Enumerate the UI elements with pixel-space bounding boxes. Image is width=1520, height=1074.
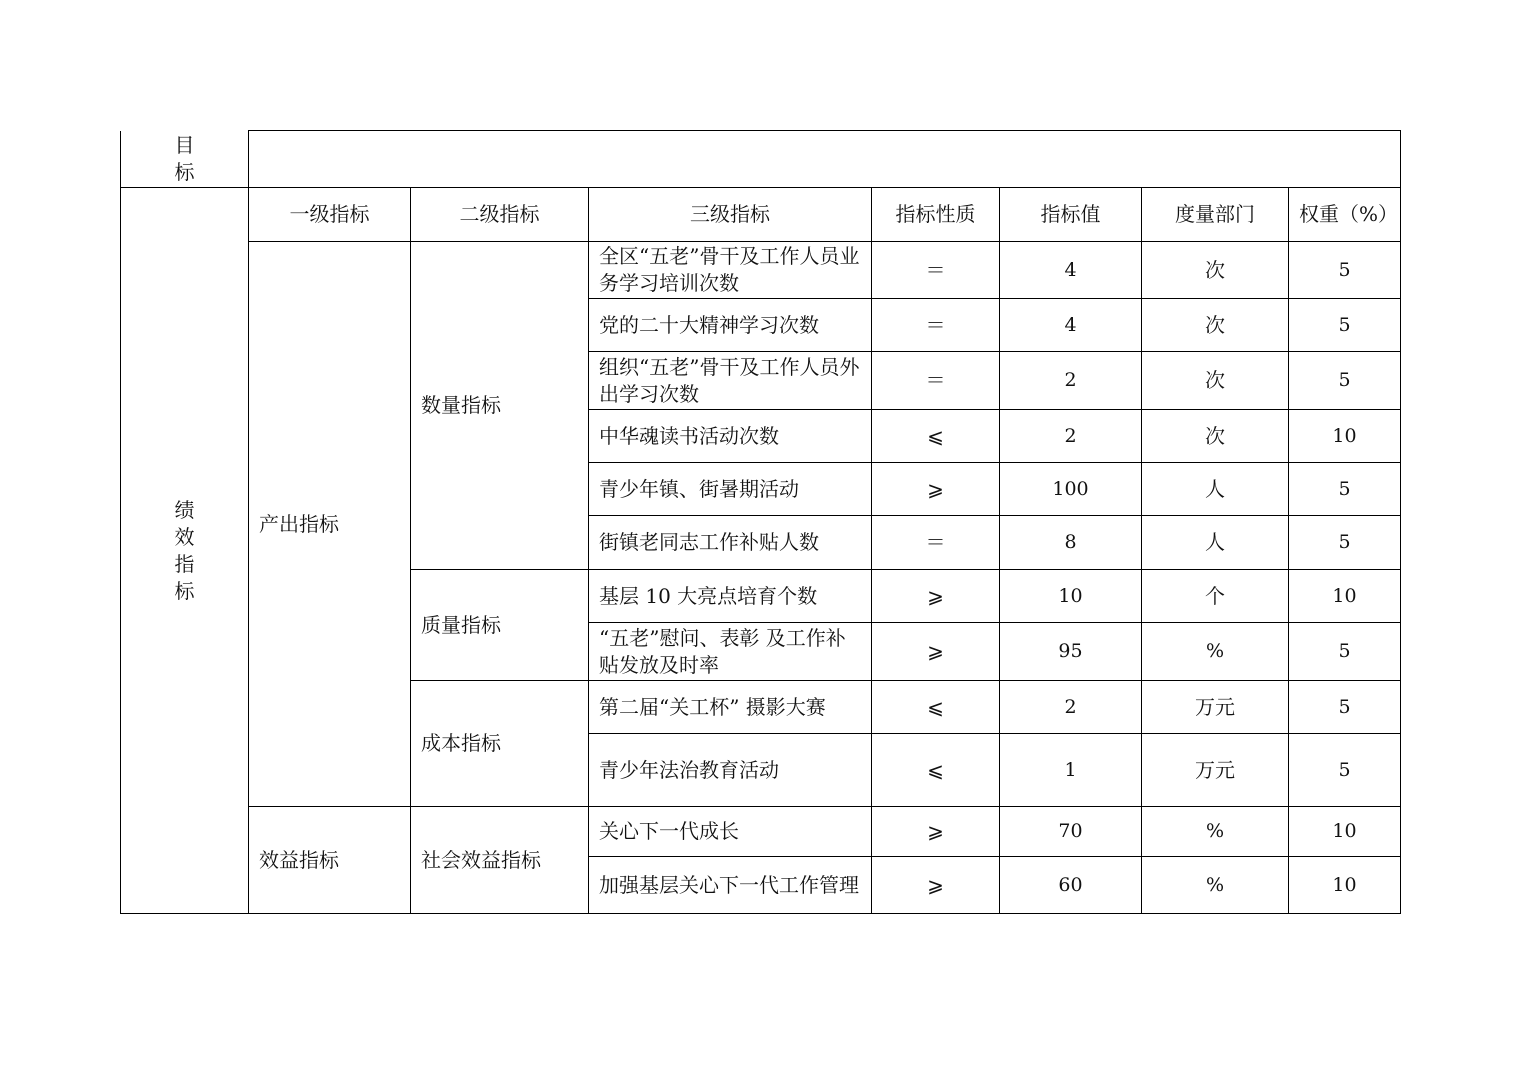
indicator-weight: 5 (1289, 463, 1401, 516)
indicator-nature: ＝ (872, 352, 1000, 410)
indicator-weight: 5 (1289, 242, 1401, 299)
table-row (121, 242, 1401, 299)
indicator-name: 基层 10 大亮点培育个数 (589, 570, 872, 623)
table-row (121, 807, 1401, 857)
indicator-weight: 5 (1289, 734, 1401, 807)
indicator-name: 街镇老同志工作补贴人数 (589, 516, 872, 570)
target-row (121, 131, 1401, 188)
indicator-name: 中华魂读书活动次数 (589, 410, 872, 463)
indicator-nature: ＝ (872, 242, 1000, 299)
indicator-weight: 5 (1289, 352, 1401, 410)
performance-label-char: 效 (174, 524, 195, 549)
indicator-value: 1 (1000, 734, 1142, 807)
target-label-char: 目 (174, 132, 195, 157)
indicator-unit: 万元 (1142, 681, 1289, 734)
header-level1: 一级指标 (249, 188, 411, 242)
indicator-value: 4 (1000, 299, 1142, 352)
target-content (249, 131, 1401, 188)
indicator-value: 60 (1000, 857, 1142, 914)
indicator-name: 青少年镇、街暑期活动 (589, 463, 872, 516)
indicator-unit: 次 (1142, 299, 1289, 352)
performance-label-char: 标 (174, 578, 195, 603)
indicator-nature: ＝ (872, 299, 1000, 352)
indicator-weight: 5 (1289, 299, 1401, 352)
indicator-unit: 次 (1142, 352, 1289, 410)
indicator-name: 组织“五老”骨干及工作人员外出学习次数 (589, 352, 872, 410)
indicator-name: 党的二十大精神学习次数 (589, 299, 872, 352)
indicator-unit: 次 (1142, 410, 1289, 463)
indicator-weight: 5 (1289, 623, 1401, 681)
indicator-unit: % (1142, 807, 1289, 857)
target-label-char: 标 (174, 159, 195, 184)
indicator-weight: 10 (1289, 807, 1401, 857)
indicator-nature: ⩾ (872, 807, 1000, 857)
indicator-name: 关心下一代成长 (589, 807, 872, 857)
indicator-weight: 10 (1289, 410, 1401, 463)
header-unit: 度量部门 (1142, 188, 1289, 242)
indicator-value: 8 (1000, 516, 1142, 570)
indicator-nature: ⩽ (872, 734, 1000, 807)
group-benefit: 效益指标 (249, 807, 411, 914)
header-level2: 二级指标 (411, 188, 589, 242)
indicator-unit: % (1142, 857, 1289, 914)
indicator-weight: 5 (1289, 516, 1401, 570)
indicator-value: 4 (1000, 242, 1142, 299)
header-value: 指标值 (1000, 188, 1142, 242)
group-social: 社会效益指标 (411, 807, 589, 914)
performance-label (121, 188, 249, 914)
indicator-unit: % (1142, 623, 1289, 681)
group-output: 产出指标 (249, 242, 411, 807)
indicator-value: 2 (1000, 681, 1142, 734)
indicator-nature: ⩽ (872, 681, 1000, 734)
indicator-unit: 人 (1142, 463, 1289, 516)
indicator-weight: 10 (1289, 570, 1401, 623)
indicator-name: 第二届“关工杯” 摄影大赛 (589, 681, 872, 734)
indicator-name: 青少年法治教育活动 (589, 734, 872, 807)
header-weight: 权重（%） (1289, 188, 1401, 242)
group-quality: 质量指标 (411, 570, 589, 681)
indicator-name: “五老”慰问、表彰 及工作补贴发放及时率 (589, 623, 872, 681)
indicator-value: 100 (1000, 463, 1142, 516)
indicator-unit: 次 (1142, 242, 1289, 299)
indicator-nature: ⩾ (872, 857, 1000, 914)
indicator-name: 全区“五老”骨干及工作人员业务学习培训次数 (589, 242, 872, 299)
header-nature: 指标性质 (872, 188, 1000, 242)
group-quantity: 数量指标 (411, 242, 589, 570)
indicator-value: 10 (1000, 570, 1142, 623)
indicator-value: 95 (1000, 623, 1142, 681)
indicator-name: 加强基层关心下一代工作管理 (589, 857, 872, 914)
header-level3: 三级指标 (589, 188, 872, 242)
performance-label-char: 指 (174, 551, 195, 576)
indicator-unit: 个 (1142, 570, 1289, 623)
performance-label-char: 绩 (174, 497, 195, 522)
indicator-unit: 万元 (1142, 734, 1289, 807)
indicator-nature: ⩾ (872, 570, 1000, 623)
indicator-weight: 5 (1289, 681, 1401, 734)
indicator-nature: ⩾ (872, 463, 1000, 516)
group-cost: 成本指标 (411, 681, 589, 807)
indicator-nature: ＝ (872, 516, 1000, 570)
indicator-value: 70 (1000, 807, 1142, 857)
indicator-weight: 10 (1289, 857, 1401, 914)
indicator-value: 2 (1000, 410, 1142, 463)
indicator-nature: ⩾ (872, 623, 1000, 681)
indicator-unit: 人 (1142, 516, 1289, 570)
target-label (121, 131, 249, 188)
indicator-value: 2 (1000, 352, 1142, 410)
performance-table (120, 130, 1401, 914)
indicator-nature: ⩽ (872, 410, 1000, 463)
header-row (121, 188, 1401, 242)
